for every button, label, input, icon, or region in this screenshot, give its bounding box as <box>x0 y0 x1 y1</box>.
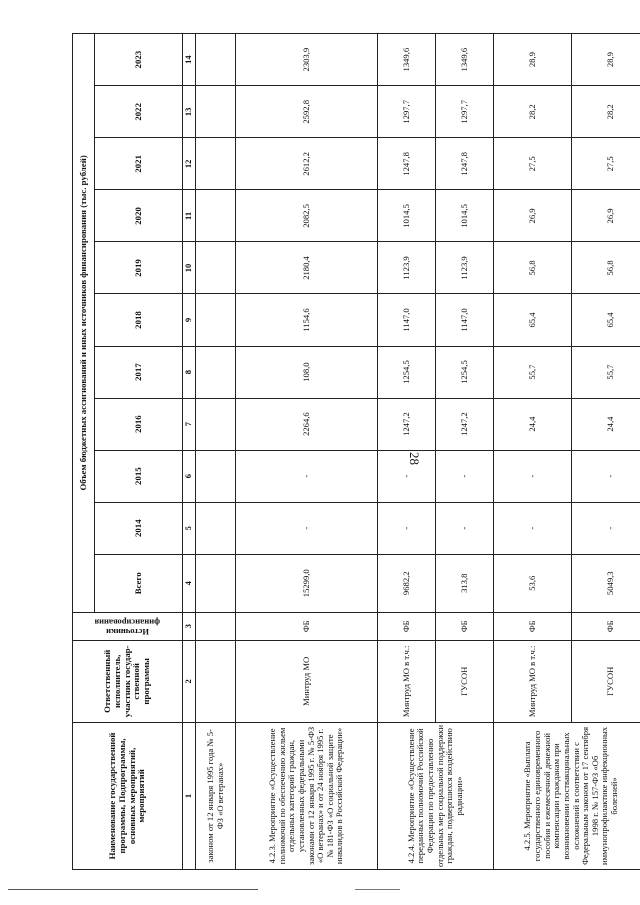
row-value: 1349,6 <box>378 34 436 86</box>
header-year: 2022 <box>95 86 183 138</box>
row-value: 28,2 <box>494 86 572 138</box>
row-executor: Минтруд МО в т.ч.: <box>378 640 436 722</box>
row-value: 2592,8 <box>236 86 378 138</box>
row-name: 4.2.3. Мероприятие «Осуществление полномочий по обеспечению жильем отдельных категорий граждан, установленных федеральными законами от 12 января 1995 г. № 5-ФЗ «О ветеранах» и от 24 ноября 1995 г. № 181-ФЗ «О социальной защите инвалидов в Российской Федерации» <box>236 722 378 869</box>
row-source: ФБ <box>494 612 572 640</box>
column-index: 3 <box>183 612 196 640</box>
row-value: 1123,9 <box>378 242 436 294</box>
column-index: 6 <box>183 450 196 502</box>
row-value: - <box>436 502 494 554</box>
row-executor <box>196 640 236 722</box>
column-index-row <box>183 34 196 870</box>
row-total: 53,6 <box>494 554 572 612</box>
column-index: 13 <box>183 86 196 138</box>
row-value: 1247,8 <box>436 138 494 190</box>
column-index: 1 <box>183 722 196 869</box>
row-name: 4.2.5. Мероприятие «Выплата государственного единовременного пособия и ежемесячной денежной компенсации гражданам при возникновении поствакцинальных осложнений в соответствии с Федеральным законом от 17 сентября 1998 г. № 157-ФЗ «Об иммунопрофилактике инфекционных болезней» <box>494 722 640 869</box>
row-value: 55,7 <box>494 346 572 398</box>
row-value <box>196 190 236 242</box>
row-value <box>196 34 236 86</box>
column-index: 12 <box>183 138 196 190</box>
header-executor: Ответственный исполнитель, участник государ-ственной программы <box>73 640 183 722</box>
row-value: 2264,6 <box>236 398 378 450</box>
budget-table <box>72 33 640 870</box>
row-value: 24,4 <box>572 398 640 450</box>
row-value: 55,7 <box>572 346 640 398</box>
header-source <box>73 612 183 640</box>
row-value: 1147,0 <box>436 294 494 346</box>
budget-table-container <box>72 33 640 870</box>
row-name: законом от 12 января 1995 года № 5-ФЗ «О ветеранах» <box>196 722 236 869</box>
row-total <box>196 554 236 612</box>
row-value: 1014,5 <box>378 190 436 242</box>
row-value: 1123,9 <box>436 242 494 294</box>
row-value: 1014,5 <box>436 190 494 242</box>
row-value: 1147,0 <box>378 294 436 346</box>
header-year: 2021 <box>95 138 183 190</box>
column-index: 7 <box>183 398 196 450</box>
row-value: - <box>378 502 436 554</box>
row-value: 26,9 <box>494 190 572 242</box>
row-value: - <box>236 502 378 554</box>
row-executor: Минтруд МО в т.ч.: <box>494 640 572 722</box>
header-year: 2018 <box>95 294 183 346</box>
column-index: 11 <box>183 190 196 242</box>
row-value: - <box>494 502 572 554</box>
row-source: ФБ <box>236 612 378 640</box>
row-value <box>196 502 236 554</box>
row-value: - <box>572 502 640 554</box>
row-value: 56,8 <box>572 242 640 294</box>
row-value: 28,9 <box>494 34 572 86</box>
row-value <box>196 398 236 450</box>
column-index: 8 <box>183 346 196 398</box>
header-year: 2014 <box>95 502 183 554</box>
row-value: 27,5 <box>494 138 572 190</box>
header-year: 2016 <box>95 398 183 450</box>
row-value: 65,4 <box>494 294 572 346</box>
row-value <box>196 294 236 346</box>
footer-divider <box>8 889 258 890</box>
row-value: - <box>436 450 494 502</box>
column-index: 2 <box>183 640 196 722</box>
row-value: 2082,5 <box>236 190 378 242</box>
row-value: 26,9 <box>572 190 640 242</box>
header-name: Наименование государственной программы, Подпрограммы, основных мероприятий, мероприятий <box>73 722 183 869</box>
header-year: 2020 <box>95 190 183 242</box>
row-value: 2303,9 <box>236 34 378 86</box>
header-year: 2015 <box>95 450 183 502</box>
row-value <box>196 450 236 502</box>
row-source: ФБ <box>436 612 494 640</box>
row-value: 1247,2 <box>378 398 436 450</box>
row-value: 28,2 <box>572 86 640 138</box>
row-value: 108,0 <box>236 346 378 398</box>
row-value <box>196 346 236 398</box>
header-year: 2023 <box>95 34 183 86</box>
row-value: 1247,2 <box>436 398 494 450</box>
row-name: 4.2.4. Мероприятие «Осуществление переданных полномочий Российской Федерации по предоставлению отдельных мер социальной поддержки граждан, подвергшихся воздействию радиации» <box>378 722 494 869</box>
row-value: - <box>494 450 572 502</box>
row-executor: ГУСОН <box>572 640 640 722</box>
row-value: 65,4 <box>572 294 640 346</box>
row-executor: Минтруд МО <box>236 640 378 722</box>
row-value: 24,4 <box>494 398 572 450</box>
row-value: - <box>572 450 640 502</box>
header-year: 2017 <box>95 346 183 398</box>
footer-divider-short <box>355 889 400 890</box>
row-total: 9682,2 <box>378 554 436 612</box>
table-row <box>378 34 436 870</box>
row-executor: ГУСОН <box>436 640 494 722</box>
column-index: 9 <box>183 294 196 346</box>
row-value: 27,5 <box>572 138 640 190</box>
row-source: ФБ <box>572 612 640 640</box>
header-year: 2019 <box>95 242 183 294</box>
row-value <box>196 242 236 294</box>
row-value: 1254,5 <box>378 346 436 398</box>
row-value <box>196 86 236 138</box>
row-source: ФБ <box>378 612 436 640</box>
column-index: 4 <box>183 554 196 612</box>
row-total: 313,8 <box>436 554 494 612</box>
column-index: 10 <box>183 242 196 294</box>
header-source-text: Источники финансирования <box>94 617 161 637</box>
row-value: - <box>378 450 436 502</box>
row-value: 1154,6 <box>236 294 378 346</box>
row-value: 1247,8 <box>378 138 436 190</box>
row-total: 5049,3 <box>572 554 640 612</box>
table-row <box>196 34 236 870</box>
row-value: 1349,6 <box>436 34 494 86</box>
header-volume: Объем бюджетных ассигнований и иных источников финансирования (тыс. рублей) <box>73 34 95 613</box>
column-index: 5 <box>183 502 196 554</box>
row-source <box>196 612 236 640</box>
row-value: 2612,2 <box>236 138 378 190</box>
row-value: - <box>236 450 378 502</box>
row-total: 15299,0 <box>236 554 378 612</box>
page-number: 28 <box>407 452 422 465</box>
header-total: Всего <box>95 554 183 612</box>
row-value: 28,9 <box>572 34 640 86</box>
row-value: 56,8 <box>494 242 572 294</box>
column-index: 14 <box>183 34 196 86</box>
table-row <box>494 34 572 870</box>
row-value: 2180,4 <box>236 242 378 294</box>
row-value <box>196 138 236 190</box>
row-value: 1254,5 <box>436 346 494 398</box>
row-value: 1297,7 <box>378 86 436 138</box>
table-row <box>236 34 378 870</box>
row-value: 1297,7 <box>436 86 494 138</box>
